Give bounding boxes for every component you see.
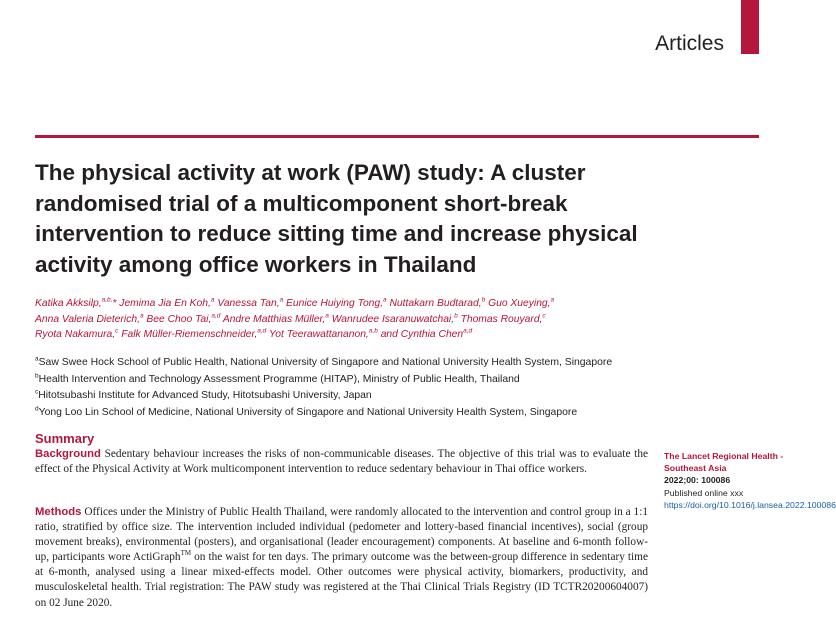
trademark-mark: TM — [180, 549, 192, 558]
affiliation-list — [35, 355, 695, 421]
methods-paragraph — [35, 505, 648, 611]
author[interactable]: Wanrudee Isaranuwatchai,$^b$ — [328, 312, 458, 325]
author[interactable]: Ryota Nakamura,$^c$ — [35, 327, 119, 340]
author[interactable]: Bee Choo Tai,$^{a,d}$ — [143, 312, 221, 325]
affiliation: $^d$Yong Loo Lin School of Medicine, National University of Singapore and National University Health System, Singapore — [35, 405, 578, 418]
summary-heading: Summary — [35, 431, 95, 446]
header-divider — [35, 135, 759, 138]
section-label: Articles — [655, 32, 724, 55]
journal-name: The Lancet Regional Health - Southeast Asia — [664, 451, 784, 474]
doi-link[interactable]: https://doi.org/10.1016/j.lansea.2022.100086 — [664, 499, 836, 510]
author[interactable]: Falk Müller-Riemenschneider,$^{a,d}$ — [118, 327, 267, 340]
methods-label: Methods — [35, 506, 82, 518]
affiliation: $^b$Health Intervention and Technology Assessment Programme (HITAP), Ministry of Public Health, Thailand — [35, 372, 520, 385]
background-text: Sedentary behaviour increases the risks of non-communicable diseases. The objective of this trial was to evaluate the effect of the Physical Activity at Work multicomponent intervention to reduce sedentary behaviour in Thai office workers. — [35, 448, 648, 476]
author[interactable]: Eunice Huiying Tong,$^a$ — [283, 296, 387, 309]
methods-text-continued: on the waist for ten days. The primary outcome was the between-group difference in sedentary time at 6-month, analysed using a linear mixed-effects model. Other outcomes were physical activity, biomarkers, productivity, and musculoskeletal health. Trial registration: The PAW study was registered at the Thai Clinical Trials Registry (ID TCTR20200604007) on 02 June 2020. — [35, 551, 648, 609]
author[interactable]: Anna Valeria Dieterich,$^a$ — [35, 312, 144, 325]
background-paragraph — [35, 447, 648, 477]
author-list — [35, 296, 635, 343]
author[interactable]: * Jemima Jia En Koh,$^a$ — [112, 296, 215, 309]
affiliation: $^a$Saw Swee Hock School of Public Health, National University of Singapore and National University Health System, Singapore — [35, 355, 613, 368]
journal-info-sidebar — [664, 450, 836, 511]
author[interactable]: Guo Xueying,$^a$ — [485, 296, 555, 309]
background-label: Background — [35, 448, 101, 460]
author[interactable]: Yot Teerawattananon,$^{a,b}$ — [266, 327, 378, 340]
published-date: Published online xxx — [664, 487, 744, 498]
corner-accent-tab — [741, 0, 759, 54]
author[interactable]: and Cynthia Chen$^{a,d}$ — [377, 327, 473, 340]
author[interactable]: Thomas Rouyard,$^c$ — [457, 312, 546, 325]
author[interactable]: Andre Matthias Müller,$^a$ — [220, 312, 329, 325]
affiliation: $^c$Hitotsubashi Institute for Advanced Study, Hitotsubashi University, Japan — [35, 388, 372, 401]
author[interactable]: Katika Akksilp,$^{a,b,}$ — [35, 296, 113, 309]
methods-text: Offices under the Ministry of Public Health Thailand, were randomly allocated to the intervention and control group in a 1:1 ratio, stratified by office size. The intervention included individual (pedometer and lottery-based financial incentives), social (group movement breaks), environmental (posters), and organisational (leader encouragement) components. At baseline and 6-month follow-up, participants wore ActiGraph — [35, 506, 648, 564]
author[interactable]: Vanessa Tan,$^a$ — [214, 296, 284, 309]
journal-volume: 2022;00: 100086 — [664, 475, 731, 486]
author[interactable]: Nuttakarn Budtarad,$^b$ — [386, 296, 486, 309]
article-title: The physical activity at work (PAW) study: A cluster randomised trial of a multicomponent short-break intervention to reduce sitting time and increase physical activity among office workers in Thailand — [35, 160, 638, 277]
